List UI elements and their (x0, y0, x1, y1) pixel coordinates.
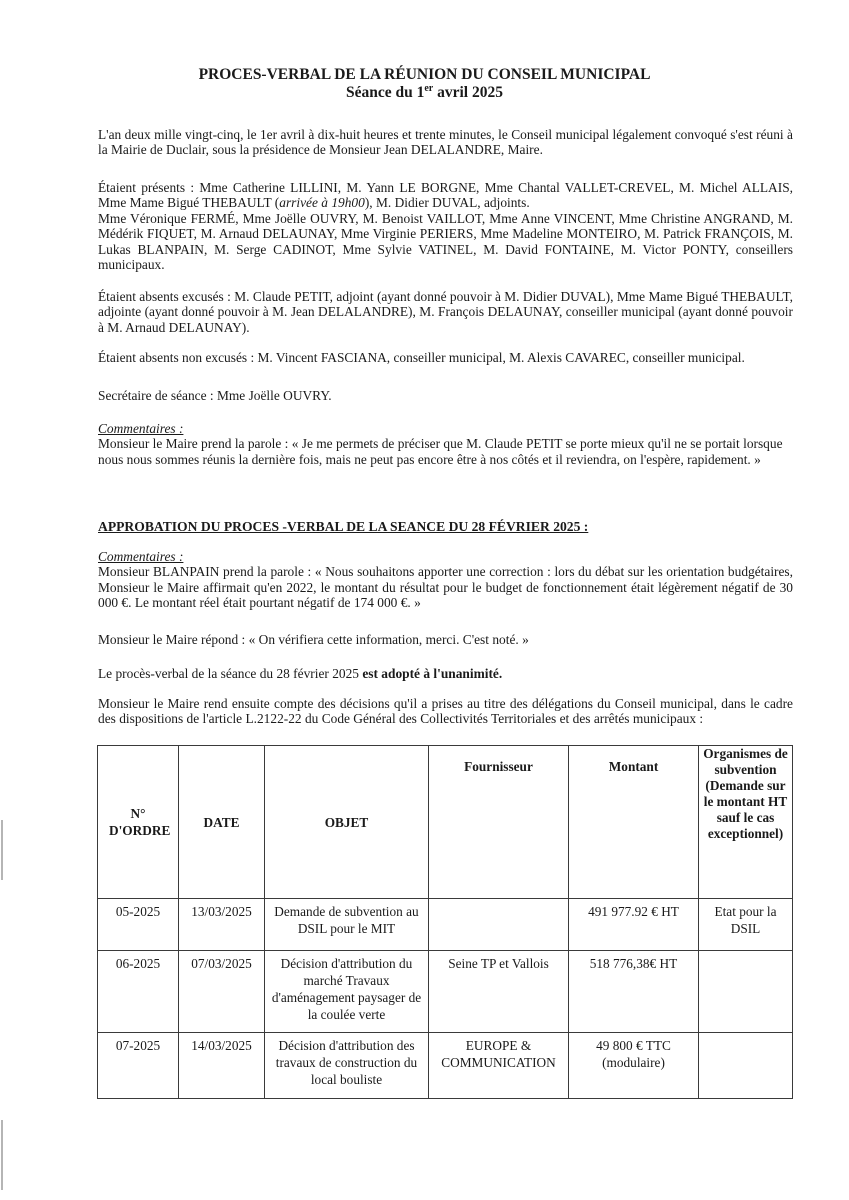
section-heading: APPROBATION DU PROCES -VERBAL DE LA SEANCE DU 28 FÉVRIER 2025 : (98, 519, 589, 534)
session-date: Séance du 1er avril 2025 (345, 83, 503, 101)
cell-objet: Décision d'attribution des travaux de construction du local bouliste (265, 1033, 429, 1099)
cell-organismes (699, 1033, 793, 1099)
cell-objet: Demande de subvention au DSIL pour le MIT (265, 899, 429, 951)
table-row (98, 1033, 793, 1099)
table-header-row (98, 746, 793, 899)
cell-numero: 05-2025 (98, 899, 179, 951)
comment-text: Monsieur le Maire prend la parole : « Je me permets de préciser que M. Claude PETIT se porte mieux qu'il ne se portait lorsque nous nous sommes réunis la dernière fois, mais ne peut pas encore être à nos côtés et il reviendra, on l'espère, rapidement. » (98, 436, 783, 467)
header-date: DATE (179, 746, 265, 899)
scan-margin-mark (1, 820, 3, 880)
absents-non-excuses-paragraph: Étaient absents non excusés : M. Vincent FASCIANA, conseiller municipal, M. Alexis CAVAREC, conseiller municipal. (98, 350, 745, 365)
cell-organismes (699, 951, 793, 1033)
decisions-intro: Monsieur le Maire rend ensuite compte des décisions qu'il a prises au titre des délégations du Conseil municipal, dans le cadre des dispositions de l'article L.2122-22 du Code Général des Collectivités Territoriales et des arrêtés municipaux : (98, 696, 793, 727)
adoption-paragraph: Le procès-verbal de la séance du 28 février 2025 est adopté à l'unanimité. (98, 666, 503, 681)
presents-paragraph: Étaient présents : Mme Catherine LILLINI, M. Yann LE BORGNE, Mme Chantal VALLET-CREVEL, M. Michel ALLAIS, Mme Mame Bigué THEBAULT (arrivée à 19h00), M. Didier DUVAL, adjoints. Mme Véronique FERMÉ, Mme Joëlle OUVRY, M. Benoist VAILLOT, Mme Anne VINCENT, Mme Christine ANGRAND, M. Médérik FIQUET, M. Arnaud DELAUNAY, Mme Virginie PERIERS, Mme Madeline MONTEIRO, M. Patrick FRANÇOIS, M. Lukas BLANPAIN, M. Serge CADINOT, Mme Sylvie VATINEL, M. David FONTAINE, M. Victor PONTY, conseillers municipaux. (98, 180, 793, 273)
cell-date: 07/03/2025 (179, 951, 265, 1033)
intro-paragraph: L'an deux mille vingt-cinq, le 1er avril à dix-huit heures et trente minutes, le Conseil municipal légalement convoqué s'est réuni à la Mairie de Duclair, sous la présidence de Monsieur Jean DELALANDRE, Maire. (98, 127, 793, 158)
cell-fournisseur: Seine TP et Vallois (429, 951, 569, 1033)
councillors-list: Mme Véronique FERMÉ, Mme Joëlle OUVRY, M. Benoist VAILLOT, Mme Anne VINCENT, Mme Christine ANGRAND, M. Médérik FIQUET, M. Arnaud DELAUNAY, Mme Virginie PERIERS, Mme Madeline MONTEIRO, M. Patrick FRANÇOIS, M. Lukas BLANPAIN, M. Serge CADINOT, Mme Sylvie VATINEL, M. David FONTAINE, M. Victor PONTY, conseillers municipaux. (98, 210, 793, 273)
decisions-table (97, 745, 793, 1099)
arrival-note: arrivée à 19h00 (279, 195, 365, 211)
absents-excuses-paragraph: Étaient absents excusés : M. Claude PETIT, adjoint (ayant donné pouvoir à M. Didier DUVAL), Mme Mame Bigué THEBAULT, adjointe (ayant donné pouvoir à M. Jean DELALANDRE), M. François DELAUNAY, conseiller municipal (ayant donné pouvoir à M. Arnaud DELAUNAY). (98, 289, 793, 335)
comment-label: Commentaires : (98, 421, 184, 436)
header-fournisseur: Fournisseur (429, 746, 569, 899)
table-row (98, 899, 793, 951)
cell-montant: 518 776,38€ HT (569, 951, 699, 1033)
header-montant: Montant (569, 746, 699, 899)
cell-date: 13/03/2025 (179, 899, 265, 951)
comment-label: Commentaires : (98, 549, 184, 564)
header-numero: N° D'ORDRE (98, 746, 179, 899)
cell-organismes: Etat pour la DSIL (699, 899, 793, 951)
comment-block-1 (98, 421, 793, 467)
header-organismes: Organismes de subvention (Demande sur le montant HT sauf le cas exceptionnel) (699, 746, 793, 899)
maire-reply: Monsieur le Maire répond : « On vérifiera cette information, merci. C'est noté. » (98, 632, 529, 647)
scan-margin-mark (1, 1120, 3, 1190)
cell-fournisseur (429, 899, 569, 951)
cell-montant: 49 800 € TTC (modulaire) (569, 1033, 699, 1099)
table-row (98, 951, 793, 1033)
secretaire-paragraph: Secrétaire de séance : Mme Joëlle OUVRY. (98, 388, 332, 403)
comment-block-2 (98, 549, 793, 611)
cell-montant: 491 977.92 € HT (569, 899, 699, 951)
cell-numero: 06-2025 (98, 951, 179, 1033)
cell-numero: 07-2025 (98, 1033, 179, 1099)
header-objet: OBJET (265, 746, 429, 899)
comment-text: Monsieur BLANPAIN prend la parole : « Nous souhaitons apporter une correction : lors du débat sur les orientation budgétaires, Monsieur le Maire affirmait qu'en 2022, le montant du résultat pour le budget de fonctionnement était légèrement négatif de 30 000 €. Le montant réel était pourtant négatif de 174 000 €. » (98, 564, 793, 611)
cell-objet: Décision d'attribution du marché Travaux d'aménagement paysager de la coulée verte (265, 951, 429, 1033)
cell-fournisseur: EUROPE & COMMUNICATION (429, 1033, 569, 1099)
document-title: PROCES-VERBAL DE LA RÉUNION DU CONSEIL MUNICIPAL (198, 66, 651, 83)
cell-date: 14/03/2025 (179, 1033, 265, 1099)
